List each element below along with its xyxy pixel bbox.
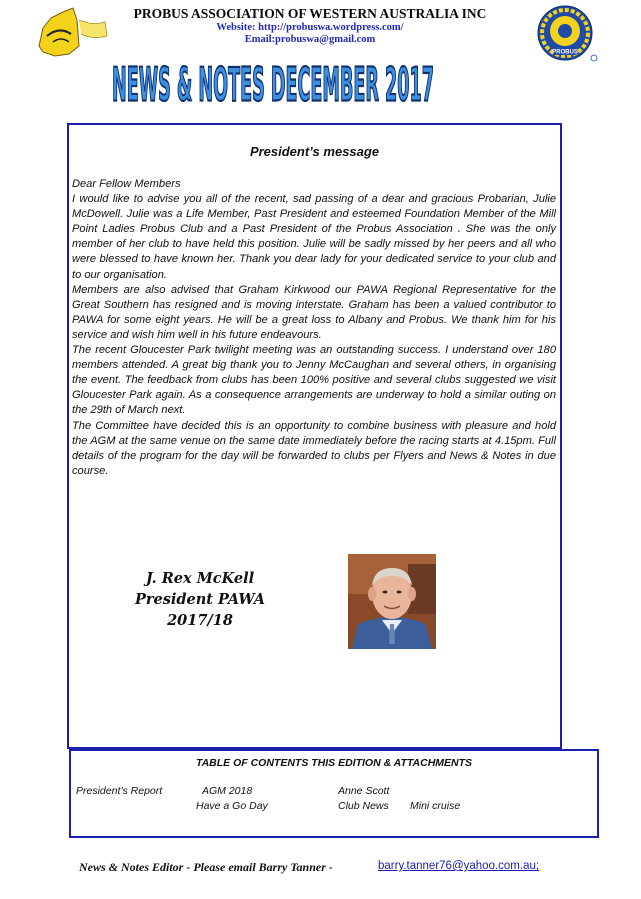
president-photo bbox=[348, 554, 436, 649]
president-portrait-icon bbox=[348, 554, 436, 649]
editor-email-link[interactable]: barry.tanner76@yahoo.com.au; bbox=[378, 860, 540, 872]
message-greeting: Dear Fellow Members bbox=[72, 178, 181, 190]
org-email[interactable]: Email:probuswa@gmail.com bbox=[244, 34, 376, 45]
message-paragraph: Members are also advised that Graham Kirkwood our PAWA Regional Representative for the Great Southern has resigned and is moving interstate. Graham has been a valued contributor to PAWA for some eight years. He will be a great loss to Albany and Probus. We thank him for his service and wish him well in his future endeavours. bbox=[72, 283, 556, 341]
wa-map-logo-icon bbox=[33, 6, 111, 58]
message-paragraph: The Committee have decided this is an opportunity to combine business with pleasure and hold the AGM at the same venue on the same date immediately before the racing starts at 4.15pm. Full details of the program for the day will be forwarded to clubs per Flyers and News & Notes in due course. bbox=[72, 419, 556, 477]
org-website[interactable]: Website: http://probuswa.wordpress.com/ bbox=[216, 22, 404, 33]
signature-name: J. Rex McKell bbox=[145, 570, 255, 587]
message-paragraph: The recent Gloucester Park twilight meeting was an outstanding success. I understand over 180 members attended. A great big thank you to Jenny McCaughan and several others, in organising the event. The feedback from clubs has been 100% positive and several clubs suggested we visit Gloucester Park again. As a consequence arrangements are underway to hold a similar outing on the 29th of March next. bbox=[72, 344, 556, 417]
banner-text: NEWS & NOTES DECEMBER 2017 bbox=[112, 58, 435, 110]
toc-item-club-news[interactable]: Club News bbox=[338, 800, 389, 812]
toc-item-agm[interactable]: AGM 2018 bbox=[202, 785, 253, 797]
toc-item-have-a-go-day[interactable]: Have a Go Day bbox=[196, 800, 268, 812]
probus-emblem-icon bbox=[531, 3, 601, 65]
signature-block bbox=[125, 568, 275, 631]
toc-item-presidents-report[interactable]: President’s Report bbox=[76, 785, 163, 797]
message-paragraph: I would like to advise you all of the recent, sad passing of a dear and gracious Probarian, Julie McDowell. Julie was a Life Member, Past President and esteemed Foundation Member of the Mill Point Ladies Probus Club and a Past President of the Probus Association . She was the only member of her club to have held this position. Julie will be sadly missed by her peers and all who were blessed to have known her. Thank you dear lady for your dedicated service to your club and to our organisation. bbox=[72, 193, 556, 281]
wa-map-logo bbox=[33, 6, 111, 58]
message-body bbox=[72, 177, 556, 479]
probus-emblem-text: PROBUS bbox=[552, 49, 578, 56]
signature-role: President PAWA bbox=[134, 591, 266, 608]
contents-title: TABLE OF CONTENTS THIS EDITION & ATTACHMENTS bbox=[195, 757, 473, 769]
signature-year: 2017/18 bbox=[167, 612, 233, 629]
org-title: PROBUS ASSOCIATION OF WESTERN AUSTRALIA INC bbox=[133, 6, 487, 21]
toc-item-mini-cruise[interactable]: Mini cruise bbox=[410, 800, 461, 812]
toc-item-anne-scott[interactable]: Anne Scott bbox=[338, 785, 390, 797]
footer-editor-note: News & Notes Editor - Please email Barry Tanner - bbox=[79, 860, 333, 874]
probus-logo bbox=[531, 3, 601, 65]
news-notes-banner bbox=[112, 52, 442, 110]
message-heading: President’s message bbox=[249, 144, 380, 159]
